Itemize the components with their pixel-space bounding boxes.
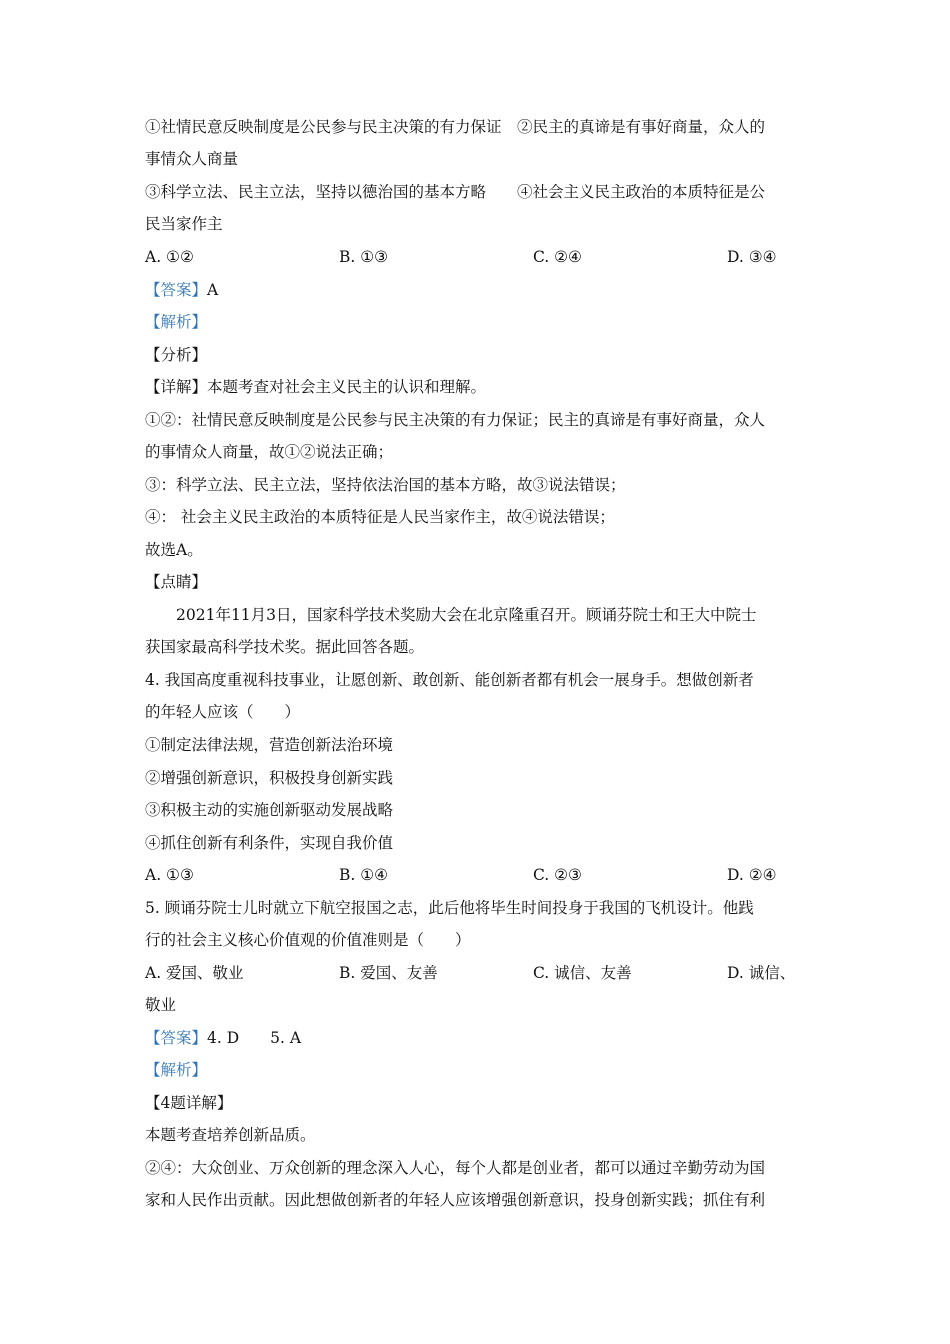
option-a: A. 爱国、敬业 — [145, 964, 244, 982]
q4-statement-2: ②增强创新意识，积极投身创新实践 — [145, 769, 394, 787]
q3-answer — [145, 279, 810, 301]
detail-tag: 【详解】 — [145, 378, 208, 396]
q4-stem-cont: 的年轻人应该（ ） — [145, 703, 301, 721]
statement-3: ③科学立法、民主立法，坚持以德治国的基本方略 ④社会主义民主政治的本质特征是公 — [145, 183, 766, 201]
q4-explanation-2: 家和人民作出贡献。因此想做创新者的年轻人应该增强创新意识，投身创新实践；抓住有利 — [145, 1191, 766, 1209]
statement-1-cont: 事情众人商量 — [145, 150, 239, 168]
answer-value: 4. D 5. A — [207, 1029, 302, 1047]
analysis-tag: 【解析】 — [145, 313, 208, 331]
dianjing-tag: 【点睛】 — [145, 573, 208, 591]
explanation-1: ①②：社情民意反映制度是公民参与民主决策的有力保证；民主的真谛是有事好商量，众人 — [145, 411, 766, 429]
explanation-1-cont: 的事情众人商量，故①②说法正确； — [145, 443, 394, 461]
q4-explanation-1: ②④：大众创业、万众创新的理念深入人心，每个人都是创业者，都可以通过辛勤劳动为国 — [145, 1159, 766, 1177]
explanation-4: ④： 社会主义民主政治的本质特征是人民当家作主，故④说法错误； — [145, 508, 615, 526]
q4-statement-1: ①制定法律法规，营造创新法治环境 — [145, 736, 394, 754]
statement-1: ①社情民意反映制度是公民参与民主决策的有力保证 ②民主的真谛是有事好商量，众人的 — [145, 118, 766, 136]
choose-line: 故选A。 — [145, 541, 203, 559]
answer-value: A — [207, 281, 219, 299]
option-b: B. ①④ — [339, 866, 389, 884]
detail-line — [145, 376, 810, 398]
explanation-3: ③：科学立法、民主立法，坚持依法治国的基本方略，故③说法错误； — [145, 476, 626, 494]
q4-detail-tag: 【4题详解】 — [145, 1094, 233, 1112]
analysis-tag-2: 【解析】 — [145, 1061, 208, 1079]
fenxi-tag: 【分析】 — [145, 346, 208, 364]
q4-stem: 4. 我国高度重视科技事业，让愿创新、敢创新、能创新者都有机会一展身手。想做创新者 — [145, 671, 754, 689]
option-d: D. ③④ — [727, 248, 777, 266]
q45-answer — [145, 1027, 810, 1049]
option-d: D. ②④ — [727, 866, 777, 884]
option-c: C. ②④ — [533, 248, 582, 266]
q4-topic: 本题考查培养创新品质。 — [145, 1126, 316, 1144]
answer-tag: 【答案】 — [145, 281, 208, 299]
option-c: C. ②③ — [533, 866, 582, 884]
intro-line-1: 2021年11月3日，国家科学技术奖励大会在北京隆重召开。顾诵芬院士和王大中院士 — [176, 606, 757, 624]
option-b: B. ①③ — [339, 248, 389, 266]
q5-option-d-cont: 敬业 — [145, 996, 177, 1014]
q4-statement-4: ④抓住创新有利条件，实现自我价值 — [145, 834, 394, 852]
q4-statement-3: ③积极主动的实施创新驱动发展战略 — [145, 801, 394, 819]
detail-text: 本题考查对社会主义民主的认识和理解。 — [207, 378, 487, 396]
option-b: B. 爱国、友善 — [339, 964, 438, 982]
option-d: D. 诚信、 — [727, 964, 796, 982]
option-c: C. 诚信、友善 — [533, 964, 632, 982]
q5-stem: 5. 顾诵芬院士儿时就立下航空报国之志，此后他将毕生时间投身于我国的飞机设计。他践 — [145, 899, 754, 917]
q5-stem-cont: 行的社会主义核心价值观的价值准则是（ ） — [145, 931, 471, 949]
statement-3-cont: 民当家作主 — [145, 215, 223, 233]
option-a: A. ①③ — [145, 866, 194, 884]
answer-tag: 【答案】 — [145, 1029, 208, 1047]
option-a: A. ①② — [145, 248, 194, 266]
intro-line-2: 获国家最高科学技术奖。据此回答各题。 — [145, 638, 425, 656]
